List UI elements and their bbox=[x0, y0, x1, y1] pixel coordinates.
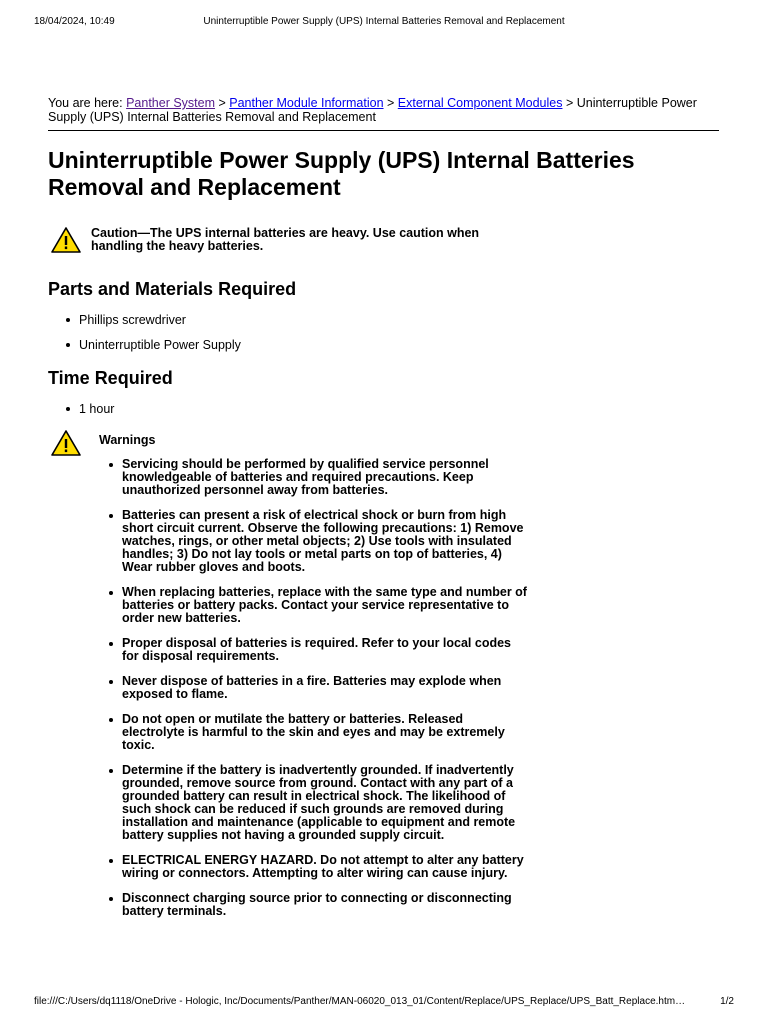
warning-item bbox=[48, 509, 528, 574]
list-item-text: Uninterruptible Power Supply bbox=[79, 338, 241, 352]
list-item-text: Phillips screwdriver bbox=[79, 313, 186, 327]
breadcrumb-link-panther-module-information[interactable]: Panther Module Information bbox=[229, 96, 384, 110]
breadcrumb-separator: > bbox=[215, 96, 230, 110]
warnings-title: Warnings bbox=[99, 433, 156, 447]
warning-item-text: Batteries can present a risk of electrical shock or burn from high short circuit current. Observe the following precautions: 1) Remove watches, rings, or other metal objects; 2) Use tools with insulated handles; 3) Do not lay tools or metal parts on top of batteries, 4) Wear rubber gloves and boots. bbox=[122, 508, 524, 574]
warnings-callout bbox=[48, 430, 719, 918]
warning-item-text: Determine if the battery is inadvertently grounded. If inadvertently grounded, remove source from ground. Contact with any part of a grounded battery can result in electrical shock. The likelihood of such shock can be reduced if such grounds are removed during installation and maintenance (applicable to equipment and remote battery supplies not having a grounded supply circuit. bbox=[122, 763, 516, 842]
breadcrumb-current: Uninterruptible Power Supply (UPS) Internal Batteries Removal and Replacement bbox=[48, 96, 697, 124]
warning-item bbox=[48, 637, 528, 663]
warning-item bbox=[48, 854, 528, 880]
print-header bbox=[34, 16, 734, 30]
page-title: Uninterruptible Power Supply (UPS) Internal Batteries Removal and Replacement bbox=[48, 147, 635, 200]
bullet bbox=[66, 343, 70, 347]
warning-item bbox=[48, 675, 528, 701]
print-file-url: file:///C:/Users/dq1118/OneDrive - Hologic, Inc/Documents/Panther/MAN-06020_013_01/Content/Replace/UPS_Replace/UPS_Batt_Replace.htm… bbox=[34, 996, 686, 1007]
warning-item bbox=[48, 764, 528, 842]
breadcrumb-prefix: You are here: bbox=[48, 96, 127, 110]
bullet bbox=[66, 318, 70, 322]
bullet bbox=[109, 642, 113, 646]
bullet bbox=[109, 769, 113, 773]
bullet bbox=[109, 591, 113, 595]
bullet bbox=[109, 859, 113, 863]
bullet bbox=[109, 514, 113, 518]
print-page-number: 1/2 bbox=[720, 996, 734, 1007]
list-item bbox=[48, 402, 719, 416]
list-item-text: 1 hour bbox=[79, 402, 115, 416]
main-content bbox=[48, 96, 719, 918]
warning-item bbox=[48, 892, 528, 918]
print-datetime: 18/04/2024, 10:49 bbox=[34, 16, 115, 27]
warning-item-text: Proper disposal of batteries is required. Refer to your local codes for disposal requirements. bbox=[122, 636, 511, 663]
breadcrumb-link-panther-system[interactable]: Panther System bbox=[126, 96, 216, 110]
parts-list bbox=[48, 313, 719, 352]
breadcrumb-separator: > bbox=[562, 96, 577, 110]
warning-triangle-icon bbox=[50, 226, 82, 254]
warnings-list bbox=[48, 458, 719, 918]
warning-item-text: Do not open or mutilate the battery or batteries. Released electrolyte is harmful to the skin and eyes and may be extremely toxic. bbox=[122, 712, 505, 752]
warning-item bbox=[48, 713, 528, 752]
list-item bbox=[48, 338, 719, 352]
caution-text: Caution—The UPS internal batteries are heavy. Use caution when handling the heavy batteries. bbox=[91, 226, 480, 253]
warning-item bbox=[48, 586, 528, 625]
breadcrumb-link-external-component-modules[interactable]: External Component Modules bbox=[397, 96, 563, 110]
bullet bbox=[109, 718, 113, 722]
parts-heading: Parts and Materials Required bbox=[48, 279, 297, 299]
bullet bbox=[109, 463, 113, 467]
list-item bbox=[48, 313, 719, 327]
warning-item-text: Disconnect charging source prior to connecting or disconnecting battery terminals. bbox=[122, 891, 512, 918]
print-page-title: Uninterruptible Power Supply (UPS) Internal Batteries Removal and Replacement bbox=[203, 16, 565, 27]
warning-item-text: Never dispose of batteries in a fire. Batteries may explode when exposed to flame. bbox=[122, 674, 502, 701]
caution-callout bbox=[48, 227, 719, 257]
print-footer bbox=[34, 996, 734, 1010]
warning-item bbox=[48, 458, 528, 497]
breadcrumb-separator: > bbox=[383, 96, 398, 110]
time-list bbox=[48, 402, 719, 416]
warning-item-text: ELECTRICAL ENERGY HAZARD. Do not attempt to alter any battery wiring or connectors. Attempting to alter wiring can cause injury. bbox=[122, 853, 524, 880]
time-heading: Time Required bbox=[48, 368, 173, 388]
breadcrumb bbox=[48, 96, 719, 131]
warning-item-text: When replacing batteries, replace with the same type and number of batteries or battery packs. Contact your service representative to order new batteries. bbox=[122, 585, 527, 625]
bullet bbox=[66, 407, 70, 411]
warning-triangle-icon bbox=[50, 429, 82, 457]
bullet bbox=[109, 897, 113, 901]
warning-item-text: Servicing should be performed by qualified service personnel knowledgeable of batteries and required precautions. Keep unauthorized personnel away from batteries. bbox=[122, 457, 489, 497]
bullet bbox=[109, 680, 113, 684]
